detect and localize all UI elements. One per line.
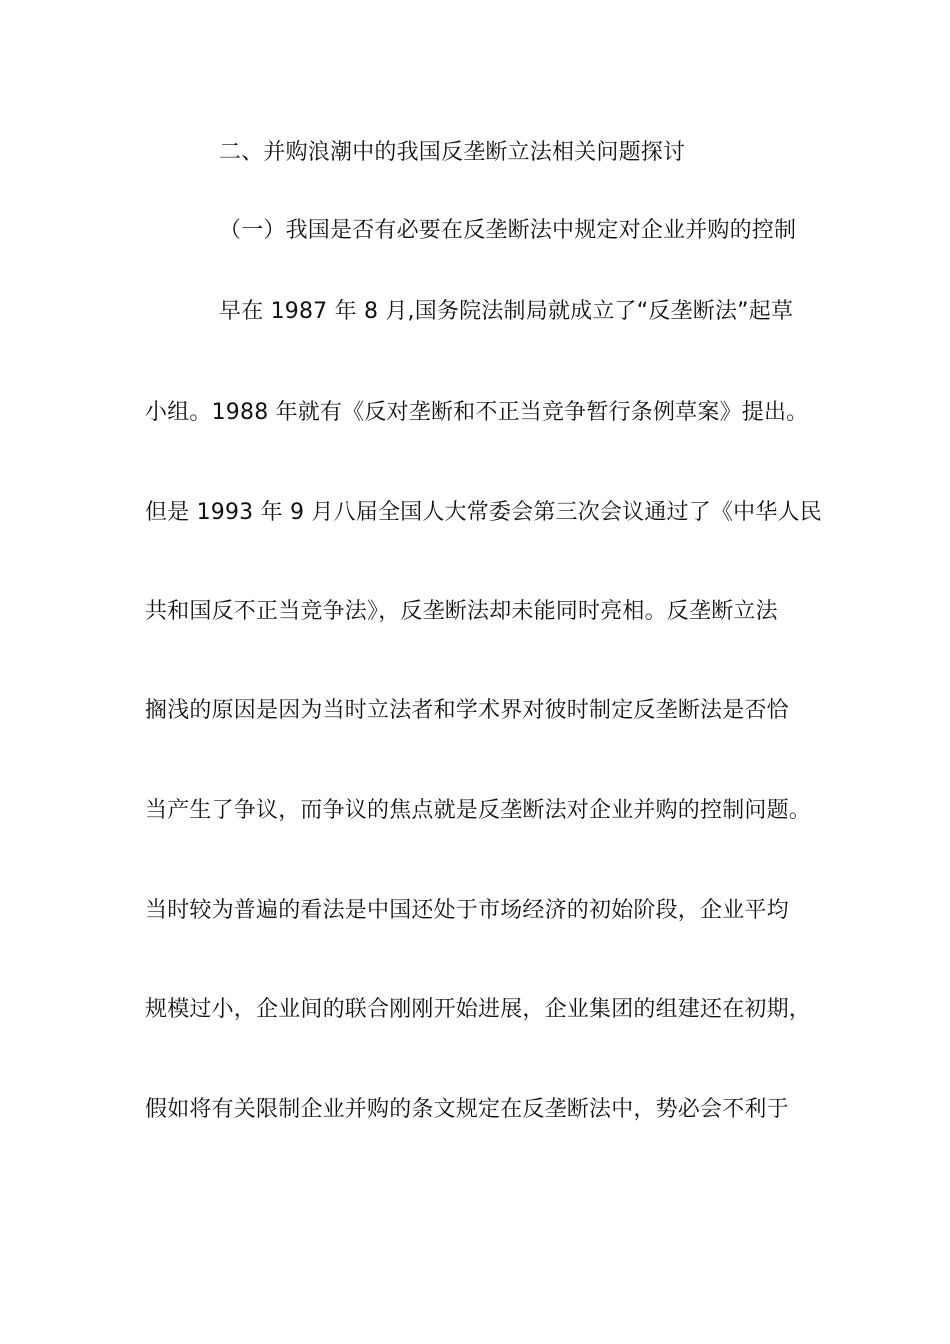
section-heading: 二、并购浪潮中的我国反垄断立法相关问题探讨	[219, 140, 686, 165]
paragraph-line: 小组。1988 年就有《反对垄断和不正当竞争暂行条例草案》提出。	[145, 400, 809, 425]
paragraph-line: 假如将有关限制企业并购的条文规定在反垄断法中，势必会不利于	[145, 1097, 789, 1122]
paragraph-line: 但是 1993 年 9 月八届全国人大常委会第三次会议通过了《中华人民	[145, 500, 822, 525]
paragraph-line: 搁浅的原因是因为当时立法者和学术界对彼时制定反垄断法是否恰	[145, 698, 789, 723]
subsection-heading: （一）我国是否有必要在反垄断法中规定对企业并购的控制	[219, 218, 797, 243]
paragraph-line: 共和国反不正当竞争法》，反垄断法却未能同时亮相。反垄断立法	[145, 599, 778, 624]
paragraph-line: 规模过小，企业间的联合刚刚开始进展，企业集团的组建还在初期，	[145, 997, 812, 1022]
paragraph-line: 当产生了争议，而争议的焦点就是反垄断法对企业并购的控制问题。	[145, 798, 812, 823]
paragraph-line: 当时较为普遍的看法是中国还处于市场经济的初始阶段，企业平均	[145, 898, 789, 923]
paragraph-line: 早在 1987 年 8 月,国务院法制局就成立了“反垄断法”起草	[219, 299, 794, 324]
